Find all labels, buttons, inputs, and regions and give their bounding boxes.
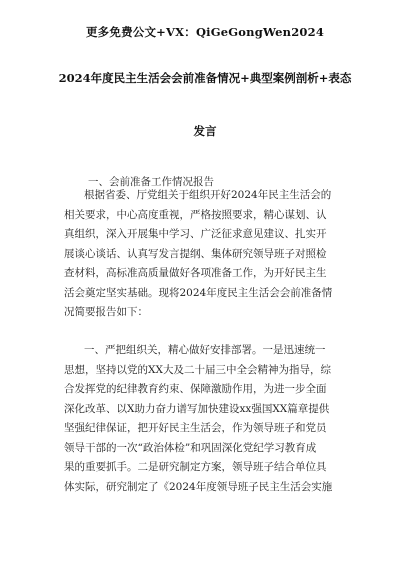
paragraph-line: 合发挥党的纪律教育约束、保障激励作用，为进一步全面	[64, 383, 327, 395]
paragraph-line: 查材料，高标准高质量做好各项准备工作，为开好民主生	[64, 267, 327, 279]
document-title-line2: 发言	[193, 124, 217, 138]
section-heading: 一、会前准备工作情况报告	[88, 176, 214, 188]
paragraph-line: 活会奠定坚实基础。现将2024年度民主生活会会前准备情	[64, 286, 333, 299]
paragraph-line: 果的重要抓手。二是研究制定方案，领导班子结合单位具	[64, 461, 327, 473]
paragraph-line: 一、严把组织关，精心做好安排部署。一是迅速统一	[84, 344, 326, 356]
paragraph-line: 相关要求，中心高度重视，严格按照要求，精心谋划、认	[64, 208, 327, 221]
paragraph-line: 深化改革、以X助力奋力谱写加快建设xx强国XX篇章提供	[64, 402, 330, 415]
paragraph-line: 展谈心谈话、认真写发言提纲、集体研究领导班子对照检	[64, 247, 327, 260]
paragraph-2	[64, 341, 348, 497]
document-title-line1: 2024年度民主生活会会前准备情况+典型案例剖析+表态	[58, 71, 352, 85]
paragraph-line: 况简要报告如下：	[64, 306, 148, 318]
paragraph-line: 根据省委、厅党组关于组织开好2024年民主生活会的	[84, 189, 332, 201]
paragraph-1	[64, 186, 348, 323]
paragraph-line: 真组织，深入开展集中学习、广泛征求意见建议、扎实开	[64, 228, 327, 240]
watermark-header: 更多免费公文+VX：QiGeGongWen2024	[85, 25, 325, 39]
paragraph-line: 坚强纪律保证，把开好民主生活会，作为领导班子和党员	[64, 422, 327, 434]
paragraph-line: 体实际，研究制定了《2024年度领导班子民主生活会实施	[64, 480, 333, 493]
paragraph-line: 思想，坚持以党的XX大及二十届三中全会精神为指导，综	[64, 363, 331, 376]
paragraph-line: 领导干部的一次“政治体检”和巩固深化党纪学习教育成	[64, 441, 317, 454]
